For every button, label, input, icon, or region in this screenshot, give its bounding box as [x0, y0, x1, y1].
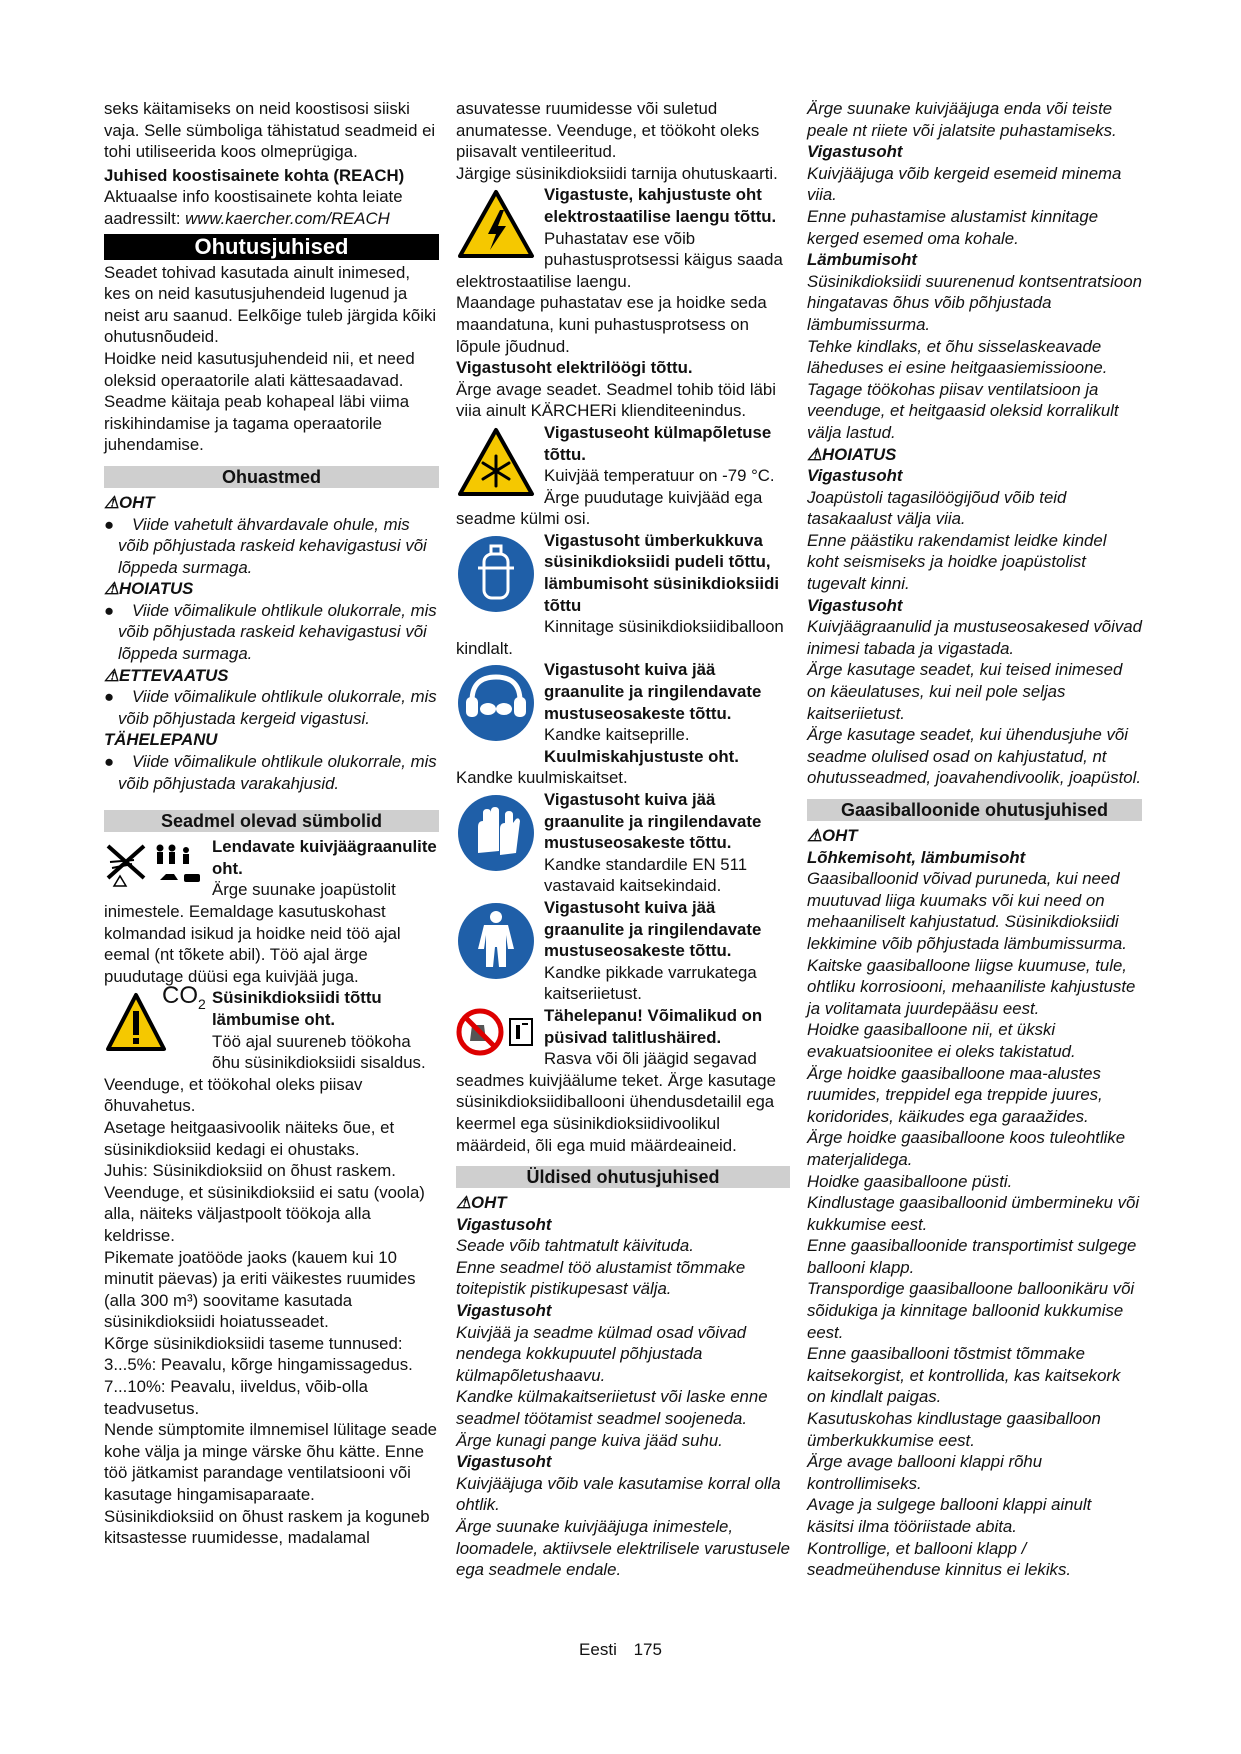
hoiatus-bullet: ● Viide võimalikule ohtlikule olukorrale, mis võib põhjustada raskeid kehavigastusi või lõppeda surmaga.	[104, 600, 437, 664]
col3-v1-a: Kuivjääjuga võib kergeid esemeid minema viia.	[807, 163, 1122, 205]
safety-paragraph-1: Seadet tohivad kasutada ainult inimesed, kes on neid kasutusjuhendeid lugenud ja neist aru saanud. Eelkõige tuleb järgida kõiki ohutusnõudeid.	[104, 262, 437, 347]
column-1	[104, 98, 439, 1549]
intro-paragraph: seks käitamiseks on neid koostisosi siiski vaja. Selle sümboliga tähistatud seadmeid ei tohi utiliseerida koos olmeprügiga.	[104, 99, 436, 162]
oht-label: ⚠OHT	[104, 492, 155, 512]
frost-title: Vigastuseoht külmapõletuse tõttu.	[544, 422, 772, 464]
frostbite-warning-icon	[456, 426, 536, 504]
symbols-heading: Seadmel olevad sümbolid	[104, 810, 439, 832]
reach-link[interactable]: www.kaercher.com/REACH	[185, 208, 390, 228]
no-grease-icon	[456, 1007, 536, 1063]
oht-text: Viide vahetult ähvardavale ohule, mis võib põhjustada raskeid kehavigastusi või lõppeda surmaga.	[118, 514, 427, 577]
paragraph-i: Süsinikdioksiid on õhust raskem ja koguneb kitsastesse ruumidesse, madalamal	[104, 1506, 430, 1548]
goggles-ear-protection-icon	[456, 663, 536, 749]
col2-paragraph-2: Järgige süsinikdioksiidi tarnija ohutuskaarti.	[456, 163, 778, 183]
paragraph-d: Pikemate joatööde jaoks (kauem kui 10 minutit päevas) ja eriti väikestes ruumides (alla 300 m³) soovitame kasutada süsinikdioksiidi hoiatusseadet.	[104, 1247, 416, 1332]
frost-text: Kuivjää temperatuur on -79 °C. Ärge puudutage kuivjääd ega seadme külmi osi.	[456, 466, 775, 529]
ettevaatus-text: Viide võimalikule ohtlikule olukorrale, mis võib põhjustada kergeid vigastusi.	[118, 687, 437, 728]
general-v3-b: Ärge suunake kuivjääjuga inimestele, loomadele, aktiivsele elektrilisele varustusele ega seadmele endale.	[456, 1517, 790, 1580]
general-v2-c: Ärge kunagi pange kuiva jääd suhu.	[456, 1430, 723, 1450]
general-v2-b: Kandke külmakaitseriietust või laske enne seadmel töötamist seadmel soojeneda.	[456, 1387, 768, 1429]
static-text: Puhastatav ese võib puhastusprotsessi käigus saada elektrostaatilise laengu.	[456, 228, 783, 291]
col3-l1-a: Süsinikdioksiidi suurenenud kontsentratsioon hingatavas õhus võib põhjustada lämbumissurma.	[807, 271, 1142, 334]
suit-text: Kandke pikkade varrukatega kaitseriietust.	[544, 962, 757, 1004]
col3-paragraph-1: Ärge suunake kuivjääjuga enda või teiste peale nt riiete või jalatsite puhastamiseks.	[807, 99, 1117, 140]
suit-title: Vigastusoht kuiva jää graanulite ja ringilendavate mustuseosakeste tõttu.	[544, 897, 762, 961]
paragraph-h: Nende sümptomite ilmnemisel lülitage seade kohe välja ja minge värske õhu kätte. Enne töö jätkamist parandage ventilatsiooni või kasutage hingamisaparaate.	[104, 1420, 437, 1505]
grease-title: Tähelepanu! Võimalikud on püsivad talitlushäired.	[544, 1005, 763, 1047]
safety-paragraph-3: Seadme käitaja peab kohapeal läbi viima riskihindamise ja tagama operaatorile juhendamise.	[104, 392, 410, 455]
gloves-icon	[456, 793, 536, 879]
reach-text: Aktuaalse info koostisainete kohta leiate aadressilt:	[104, 187, 403, 228]
flying-pellets-warning-icon	[104, 840, 204, 894]
column-2	[456, 98, 790, 1581]
protective-suit-icon	[456, 901, 536, 987]
general-heading: Üldised ohutusjuhised	[456, 1166, 790, 1188]
general-v1-b: Enne seadmel töö alustamist tõmmake toitepistik pistikupesast välja.	[456, 1257, 746, 1299]
reach-title: Juhised koostisainete kohta (REACH)	[104, 165, 405, 185]
gas-item-11: Kasutuskohas kindlustage gaasiballoon ümberkukkumise eest.	[807, 1409, 1101, 1450]
static-title: Vigastuste, kahjustuste oht elektrostaatilise laengu tõttu.	[544, 185, 777, 226]
elec-text: Ärge avage seadet. Seadmel tohib töid läbi viia ainult KÄRCHERi klienditeenindus.	[456, 379, 776, 421]
gas-item-10: Enne gaasiballooni tõstmist tõmmake kaitsekorgist, et kontrollida, kas kaitsekork on kindlalt paigas.	[807, 1344, 1121, 1407]
ettevaatus-label: ⚠ETTEVAATUS	[104, 665, 229, 685]
bottle-text: Kinnitage süsinikdioksiidiballoon kindlalt.	[456, 617, 784, 658]
paragraph-f: 3...5%: Peavalu, kõrge hingamissagedus.	[104, 1355, 413, 1375]
paragraph-g: 7...10%: Peavalu, iiveldus, võib-olla teadvusetus.	[104, 1377, 368, 1418]
goggles-text: Kandke kaitseprille.	[544, 725, 690, 745]
gas-label: Lõhkemisoht, lämbumisoht	[807, 847, 1026, 867]
gloves-text: Kandke standardile EN 511 vastavaid kaitsekindaid.	[544, 854, 748, 896]
ettevaatus-bullet: ● Viide võimalikule ohtlikule olukorrale, mis võib põhjustada kergeid vigastusi.	[104, 687, 437, 728]
gas-item-3: Hoidke gaasiballoone nii, et ükski evakuatsioonitee ei oleks takistatud.	[807, 1020, 1076, 1061]
co2-glyph-text: CO	[162, 982, 198, 1010]
general-v1-label: Vigastusoht	[456, 1214, 552, 1234]
bottle-title: Vigastusoht ümberkukkuva süsinikdioksiidi pudeli tõttu, lämbumisoht süsinikdioksiidi tõttu	[544, 530, 779, 615]
pellets-text: Ärge suunake joapüstolit inimestele. Eemaldage kasutuskohast kolmandad isikud ja hoidke neid töö ajal eemal (nt tõkete abil). Töö ajal ärge puudutage düüsi ega kuivjää juga.	[104, 880, 401, 986]
general-v3-a: Kuivjääjuga võib vale kasutamise korral olla ohtlik.	[456, 1473, 781, 1515]
hearing-text: Kandke kuulmiskaitset.	[456, 768, 628, 788]
reach-paragraph	[104, 186, 439, 229]
gas-item-1: Gaasiballoonid võivad puruneda, kui need muutuvad liiga kuumaks või kui need on mehaaniliselt kahjustatud. Süsinikdioksiidi lekkimine võib põhjustada lämbumissurma.	[807, 869, 1127, 953]
oht-bullet: ● Viide vahetult ähvardavale ohule, mis võib põhjustada raskeid kehavigastusi või lõppeda surmaga.	[104, 514, 427, 577]
col3-v3-a: Kuivjäägraanulid ja mustuseosakesed võivad inimesi tabada ja vigastada.	[807, 617, 1142, 658]
gas-item-5: Ärge hoidke gaasiballoone koos tuleohtlike materjalidega.	[807, 1128, 1126, 1169]
footer-page-number: 175	[633, 1640, 662, 1659]
gas-heading: Gaasiballoonide ohutusjuhised	[807, 799, 1142, 821]
gas-item-7: Kindlustage gaasiballoonid ümbermineku või kukkumise eest.	[807, 1193, 1140, 1234]
gas-item-13: Avage ja sulgege ballooni klappi ainult käsitsi ilma tööriistade abita.	[807, 1495, 1092, 1536]
col3-v2-b: Enne päästiku rakendamist leidke kindel koht seismiseks ja hoidke joapüstolist tugevalt kinni.	[807, 530, 1107, 594]
elec-title: Vigastusoht elektrilöögi tõttu.	[456, 358, 693, 378]
co2-glyph	[162, 982, 206, 1015]
tahelepanu-label: TÄHELEPANU	[104, 730, 218, 750]
col3-l1-b: Tehke kindlaks, et õhu sisselaskeavade läheduses ei esine heitgaasiemissioone.	[807, 336, 1108, 378]
col3-v1-b: Enne puhastamise alustamist kinnitage kerged esemed oma kohale.	[807, 206, 1099, 248]
col3-v2-a: Joapüstoli tagasilöögijõud võib teid tasakaalust välja viia.	[807, 487, 1067, 529]
gas-item-2: Kaitske gaasiballoone liigse kuumuse, tule, ohtliku korrosiooni, mehaaniliste kahjustuste ja volitamata juurdepääsu eest.	[807, 955, 1136, 1018]
col3-v2-label: Vigastusoht	[807, 466, 903, 486]
co2-glyph-sub: 2	[198, 996, 206, 1013]
footer-language: Eesti	[579, 1640, 617, 1659]
hoiatus-label: ⚠HOIATUS	[104, 579, 194, 599]
col3-v3-label: Vigastusoht	[807, 595, 903, 615]
gas-oht-label: ⚠OHT	[807, 826, 858, 845]
goggles-title: Vigastusoht kuiva jää graanulite ja ringilendavate mustuseosakeste tõttu.	[544, 660, 762, 723]
col3-v1-label: Vigastusoht	[807, 142, 903, 162]
tahelepanu-bullet: ● Viide võimalikule ohtlikule olukorrale, mis võib põhjustada varakahjusid.	[104, 752, 437, 793]
gas-item-14: Kontrollige, et ballooni klapp / seadmeühenduse kinnitus ei lekiks.	[807, 1538, 1071, 1580]
paragraph-a: Veenduge, et töökohal oleks piisav õhuvahetus.	[104, 1074, 363, 1116]
paragraph-b: Asetage heitgaasivoolik näiteks õue, et süsinikdioksiid kedagi ei ohustaks.	[104, 1117, 395, 1159]
col3-l1-label: Lämbumisoht	[807, 250, 918, 270]
column-3	[807, 98, 1142, 1581]
gas-item-12: Ärge avage ballooni klappi rõhu kontrollimiseks.	[807, 1452, 1043, 1493]
general-v1-a: Seade võib tahtmatult käivituda.	[456, 1236, 694, 1256]
general-oht-label: ⚠OHT	[456, 1193, 507, 1213]
col3-v3-b: Ärge kasutage seadet, kui teised inimesed on käeulatuses, kui neil pole seljas kaitseriietust.	[807, 660, 1123, 723]
gloves-title: Vigastusoht kuiva jää graanulite ja ringilendavate mustuseosakeste tõttu.	[544, 790, 762, 853]
gas-item-8: Enne gaasiballoonide transportimist sulgege ballooni klapp.	[807, 1236, 1137, 1277]
hoiatus-text: Viide võimalikule ohtlikule olukorrale, mis võib põhjustada raskeid kehavigastusi või lõppeda surmaga.	[118, 600, 437, 664]
grease-text: Rasva või õli jäägid segavad seadmes kuivjäälume teket. Ärge kasutage süsinikdioksiidiballooni ühendusdetailil ega keermel ega süsinikdioksiidivoolikul määrdeid, õli ega muid määrdeaineid.	[456, 1049, 776, 1155]
gas-bottle-icon	[456, 534, 536, 620]
page-footer	[0, 1640, 1241, 1660]
co2-text: Töö ajal suureneb töökoha õhu süsinikdioksiidi sisaldus.	[212, 1031, 426, 1073]
levels-heading: Ohuastmed	[104, 466, 439, 488]
paragraph-e: Kõrge süsinikdioksiidi taseme tunnused:	[104, 1333, 403, 1353]
col3-l1-c: Tagage töökohas piisav ventilatsioon ja veenduge, et heitgaasid oleksid korralikult välja lastud.	[807, 379, 1119, 442]
electrostatic-warning-icon	[456, 188, 536, 266]
col3-v3-c: Ärge kasutage seadet, kui ühendusjuhe või seadme olulised osad on kahjustatud, nt ohutusseadmed, joavahendivoolik, joapüstol.	[807, 725, 1141, 788]
col2-paragraph-1: asuvatesse ruumidesse või suletud anumatesse. Veenduge, et töökoht oleks piisavalt ventileeritud.	[456, 99, 760, 162]
pellets-title: Lendavate kuivjäägraanulite oht.	[212, 837, 437, 878]
safety-paragraph-2: Hoidke neid kasutusjuhendeid nii, et need oleksid operaatorile alati kättesaadavad.	[104, 348, 415, 390]
safety-heading: Ohutusjuhised	[104, 234, 439, 260]
paragraph-c: Juhis: Süsinikdioksiid on õhust raskem. Veenduge, et süsinikdioksiid ei satu (voola) alla, näiteks väljastpoolt töökoja alla keldrisse.	[104, 1161, 425, 1245]
gas-item-6: Hoidke gaasiballoone püsti.	[807, 1171, 1013, 1191]
co2-title-text: Süsinikdioksiidi tõttu lämbumise oht.	[212, 988, 382, 1029]
gas-item-4: Ärge hoidke gaasiballoone maa-alustes ruumides, treppidel ega treppide juures, koridorides, käikudes ega garaažides.	[807, 1063, 1103, 1126]
tahelepanu-text: Viide võimalikule ohtlikule olukorrale, mis võib põhjustada varakahjusid.	[118, 752, 437, 793]
hearing-title: Kuulmiskahjustuste oht.	[544, 746, 739, 766]
col3-hoiatus-label: ⚠HOIATUS	[807, 444, 897, 464]
col2-paragraph-3: Maandage puhastatav ese ja hoidke seda maandatuna, kuni puhastusprotsess on lõpule jõudnud.	[456, 293, 767, 356]
gas-item-9: Transpordige gaasiballoone balloonikäru või sõidukiga ja kinnitage balloonid kukkumise eest.	[807, 1279, 1135, 1342]
general-v3-label: Vigastusoht	[456, 1452, 552, 1472]
general-v2-label: Vigastusoht	[456, 1301, 552, 1321]
general-v2-a: Kuivjää ja seadme külmad osad võivad nendega kokkupuutel põhjustada külmapõletushaavu.	[456, 1322, 747, 1385]
